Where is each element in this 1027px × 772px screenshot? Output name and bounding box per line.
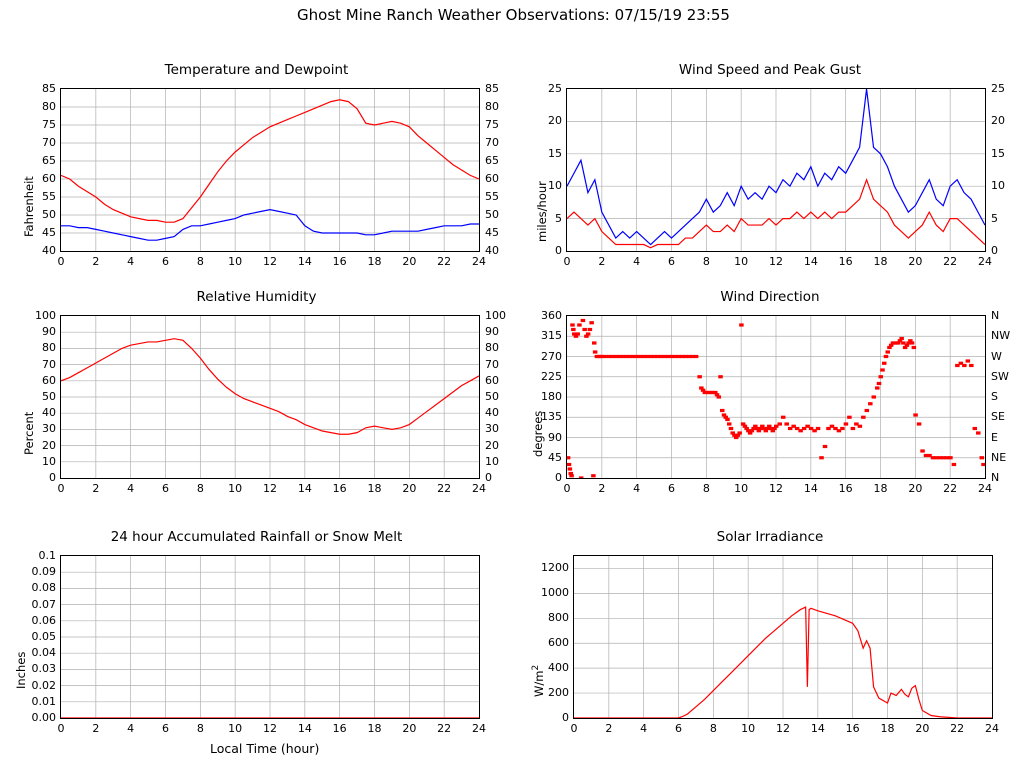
y-tick-label: 1000 bbox=[541, 586, 569, 600]
y-tick-label: 135 bbox=[541, 410, 562, 424]
x-tick-label: 0 bbox=[563, 255, 571, 268]
y-tick-label: 0.08 bbox=[31, 581, 56, 595]
y-tick-label-right: NE bbox=[991, 450, 1007, 464]
x-tick-label: 2 bbox=[92, 255, 100, 268]
x-tick-label: 10 bbox=[228, 255, 243, 268]
y-tick-label-right: 70 bbox=[485, 357, 499, 371]
y-tick-label-right: N bbox=[991, 309, 1000, 322]
x-tick-label: 16 bbox=[332, 722, 347, 735]
x-tick-label: 8 bbox=[702, 482, 710, 495]
plot-area-temperature bbox=[60, 88, 480, 252]
x-tick-label: 24 bbox=[985, 722, 999, 735]
y-tick-label: 270 bbox=[541, 349, 562, 363]
y-axis-title-wind-direction: degrees bbox=[531, 410, 545, 457]
y-tick-label-right: 60 bbox=[485, 172, 499, 185]
y-tick-label-right: N bbox=[991, 471, 1000, 484]
y-axis-title-temperature: Fahrenheit bbox=[22, 176, 36, 237]
x-tick-label: 12 bbox=[769, 255, 783, 268]
y-tick-label-right: 50 bbox=[485, 390, 499, 403]
x-axis-title-local-time: Local Time (hour) bbox=[210, 741, 320, 756]
y-tick-label: 1200 bbox=[541, 561, 569, 575]
y-tick-label-right: 10 bbox=[485, 454, 499, 468]
x-tick-label: 6 bbox=[668, 482, 675, 495]
x-tick-label: 22 bbox=[950, 722, 965, 735]
x-tick-label: 14 bbox=[297, 255, 312, 268]
x-tick-label: 6 bbox=[668, 255, 675, 268]
y-tick-label: 65 bbox=[42, 154, 56, 167]
panel-solar-irradiance bbox=[513, 529, 1027, 744]
plot-area-rainfall bbox=[60, 555, 480, 719]
y-tick-label: 0 bbox=[555, 471, 562, 484]
x-tick-label: 24 bbox=[472, 255, 486, 268]
x-tick-label: 8 bbox=[196, 722, 204, 735]
y-tick-label: 315 bbox=[541, 329, 562, 343]
x-tick-label: 16 bbox=[332, 482, 347, 495]
y-tick-label-right: 75 bbox=[485, 118, 499, 131]
x-tick-label: 0 bbox=[570, 722, 578, 735]
y-tick-label-right: 80 bbox=[485, 341, 499, 355]
y-tick-label-right: 15 bbox=[991, 146, 1005, 160]
x-tick-label: 8 bbox=[702, 255, 710, 268]
x-tick-label: 2 bbox=[92, 722, 100, 735]
x-tick-label: 22 bbox=[943, 482, 958, 495]
x-tick-label: 16 bbox=[838, 255, 853, 268]
x-tick-label: 12 bbox=[263, 255, 277, 268]
y-tick-label: 0.1 bbox=[38, 549, 56, 562]
x-tick-label: 22 bbox=[437, 722, 452, 735]
x-tick-label: 4 bbox=[127, 255, 135, 268]
x-tick-label: 20 bbox=[402, 255, 417, 268]
plot-area-solar bbox=[573, 555, 993, 719]
plot-area-humidity bbox=[60, 315, 480, 479]
x-tick-label: 10 bbox=[741, 722, 756, 735]
x-tick-label: 6 bbox=[162, 255, 169, 268]
y-tick-label-right: SW bbox=[991, 369, 1009, 383]
wind-direction-plot-svg bbox=[567, 316, 985, 478]
y-tick-label: 0.05 bbox=[31, 630, 56, 643]
x-tick-label: 12 bbox=[263, 722, 277, 735]
x-tick-label: 4 bbox=[633, 482, 641, 495]
y-tick-label: 180 bbox=[541, 390, 562, 403]
chart-title-humidity: Relative Humidity bbox=[196, 289, 317, 305]
x-tick-label: 0 bbox=[563, 482, 571, 495]
y-tick-label-right: W bbox=[991, 349, 1002, 363]
x-tick-label: 18 bbox=[367, 482, 382, 495]
y-tick-label: 55 bbox=[42, 190, 56, 203]
y-tick-label: 70 bbox=[42, 136, 56, 149]
page-title: Ghost Mine Ranch Weather Observations: 07/15/19 23:55 bbox=[297, 6, 730, 24]
x-tick-label: 20 bbox=[908, 255, 923, 268]
wind-speed-plot-svg bbox=[567, 89, 985, 251]
x-tick-label: 2 bbox=[605, 722, 613, 735]
x-tick-label: 24 bbox=[978, 255, 992, 268]
x-tick-label: 12 bbox=[776, 722, 790, 735]
x-tick-label: 18 bbox=[367, 255, 382, 268]
y-tick-label-right: 0 bbox=[485, 471, 492, 484]
y-tick-label-right: 5 bbox=[991, 211, 998, 225]
y-tick-label-right: 30 bbox=[485, 422, 499, 436]
y-tick-label-right: 10 bbox=[991, 179, 1005, 193]
y-tick-label-right: 25 bbox=[991, 82, 1005, 95]
y-tick-label: 0 bbox=[562, 711, 569, 724]
y-tick-label-right: 40 bbox=[485, 406, 499, 420]
x-tick-label: 18 bbox=[367, 722, 382, 735]
y-tick-label: 30 bbox=[42, 422, 56, 436]
x-tick-label: 8 bbox=[196, 255, 204, 268]
y-tick-label-right: 55 bbox=[485, 190, 499, 203]
x-tick-label: 24 bbox=[472, 482, 486, 495]
x-tick-label: 4 bbox=[640, 722, 648, 735]
y-tick-label: 20 bbox=[42, 438, 56, 452]
x-tick-label: 18 bbox=[873, 482, 888, 495]
x-tick-label: 14 bbox=[803, 255, 818, 268]
x-tick-label: 2 bbox=[92, 482, 100, 495]
x-tick-label: 4 bbox=[127, 722, 135, 735]
y-tick-label: 0.02 bbox=[31, 678, 56, 692]
y-tick-label: 45 bbox=[548, 450, 562, 464]
y-axis-title-rainfall: Inches bbox=[14, 651, 28, 689]
x-tick-label: 4 bbox=[633, 255, 641, 268]
x-tick-label: 16 bbox=[838, 482, 853, 495]
y-tick-label: 40 bbox=[42, 406, 56, 420]
y-tick-label-right: 0 bbox=[991, 244, 998, 257]
y-tick-label: 80 bbox=[42, 341, 56, 355]
y-tick-label-right: 60 bbox=[485, 373, 499, 387]
x-tick-label: 14 bbox=[810, 722, 825, 735]
y-tick-label: 0.04 bbox=[31, 646, 56, 660]
x-tick-label: 22 bbox=[943, 255, 958, 268]
y-tick-label: 360 bbox=[541, 309, 562, 322]
y-tick-label-right: 85 bbox=[485, 82, 499, 95]
y-tick-label-right: 80 bbox=[485, 100, 499, 113]
y-tick-label-right: NW bbox=[991, 329, 1011, 343]
y-tick-label: 70 bbox=[42, 357, 56, 371]
solar-plot-svg bbox=[574, 556, 992, 718]
y-tick-label-right: 45 bbox=[485, 226, 499, 239]
y-tick-label: 25 bbox=[548, 82, 562, 95]
x-tick-label: 8 bbox=[709, 722, 717, 735]
y-tick-label: 0 bbox=[49, 471, 56, 484]
panel-temperature-dewpoint bbox=[0, 62, 513, 277]
y-tick-label: 15 bbox=[548, 146, 562, 160]
x-tick-label: 6 bbox=[675, 722, 682, 735]
y-axis-title-solar: $W/m^2$ bbox=[531, 664, 546, 697]
x-tick-label: 12 bbox=[263, 482, 277, 495]
x-tick-label: 12 bbox=[769, 482, 783, 495]
y-tick-label: 0.06 bbox=[31, 613, 56, 627]
x-tick-label: 16 bbox=[332, 255, 347, 268]
x-tick-label: 0 bbox=[57, 482, 65, 495]
x-tick-label: 6 bbox=[162, 482, 169, 495]
plot-area-wind-speed bbox=[566, 88, 986, 252]
y-tick-label: 85 bbox=[42, 82, 56, 95]
x-tick-label: 20 bbox=[915, 722, 930, 735]
x-tick-label: 10 bbox=[228, 482, 243, 495]
x-tick-label: 2 bbox=[598, 255, 606, 268]
panel-wind-direction bbox=[513, 289, 1027, 504]
plot-area-wind-direction bbox=[566, 315, 986, 479]
y-tick-label: 5 bbox=[555, 211, 562, 225]
y-tick-label: 50 bbox=[42, 208, 56, 221]
x-tick-label: 0 bbox=[57, 722, 65, 735]
chart-title-solar: Solar Irradiance bbox=[716, 529, 824, 545]
y-tick-label-right: 70 bbox=[485, 136, 499, 149]
y-axis-title-humidity: Percent bbox=[22, 411, 36, 455]
y-tick-label: 225 bbox=[541, 369, 562, 383]
y-tick-label: 800 bbox=[548, 611, 569, 625]
x-tick-label: 6 bbox=[162, 722, 169, 735]
y-tick-label: 400 bbox=[548, 661, 569, 675]
x-tick-label: 24 bbox=[978, 482, 992, 495]
y-tick-label: 0 bbox=[555, 244, 562, 257]
x-tick-label: 22 bbox=[437, 482, 452, 495]
y-tick-label: 0.00 bbox=[31, 711, 56, 724]
x-tick-label: 22 bbox=[437, 255, 452, 268]
y-tick-label: 0.01 bbox=[31, 694, 56, 708]
rainfall-plot-svg bbox=[61, 556, 479, 718]
y-tick-label: 0.03 bbox=[31, 662, 56, 676]
x-tick-label: 14 bbox=[297, 722, 312, 735]
x-tick-label: 14 bbox=[297, 482, 312, 495]
y-tick-label: 10 bbox=[42, 454, 56, 468]
chart-title-rainfall: 24 hour Accumulated Rainfall or Snow Melt bbox=[110, 529, 403, 545]
y-tick-label: 60 bbox=[42, 172, 56, 185]
panel-wind-speed bbox=[513, 62, 1027, 277]
panel-relative-humidity bbox=[0, 289, 513, 504]
y-tick-label: 20 bbox=[548, 114, 562, 128]
temperature-plot-svg bbox=[61, 89, 479, 251]
y-tick-label: 75 bbox=[42, 118, 56, 131]
y-tick-label-right: 20 bbox=[485, 438, 499, 452]
y-tick-label: 40 bbox=[42, 244, 56, 257]
y-tick-label: 600 bbox=[548, 636, 569, 650]
x-tick-label: 2 bbox=[598, 482, 606, 495]
x-tick-label: 10 bbox=[734, 255, 749, 268]
humidity-plot-svg bbox=[61, 316, 479, 478]
y-tick-label: 0.09 bbox=[31, 565, 56, 579]
chart-title-wind-direction: Wind Direction bbox=[720, 289, 820, 305]
y-tick-label: 10 bbox=[548, 179, 562, 193]
y-tick-label-right: 90 bbox=[485, 325, 499, 339]
y-tick-label: 80 bbox=[42, 100, 56, 113]
y-tick-label: 50 bbox=[42, 390, 56, 403]
x-tick-label: 24 bbox=[472, 722, 486, 735]
y-tick-label: 90 bbox=[548, 430, 562, 444]
y-tick-label: 45 bbox=[42, 226, 56, 239]
chart-title-temperature: Temperature and Dewpoint bbox=[164, 62, 349, 78]
x-tick-label: 18 bbox=[880, 722, 895, 735]
x-tick-label: 14 bbox=[803, 482, 818, 495]
y-tick-label-right: 65 bbox=[485, 154, 499, 167]
y-tick-label-right: 100 bbox=[485, 309, 506, 322]
y-tick-label: 90 bbox=[42, 325, 56, 339]
y-tick-label-right: 50 bbox=[485, 208, 499, 221]
x-tick-label: 10 bbox=[734, 482, 749, 495]
x-tick-label: 0 bbox=[57, 255, 65, 268]
panel-rainfall bbox=[0, 529, 513, 759]
y-tick-label-right: 40 bbox=[485, 244, 499, 257]
x-tick-label: 8 bbox=[196, 482, 204, 495]
y-tick-label-right: S bbox=[991, 390, 998, 403]
x-tick-label: 20 bbox=[402, 482, 417, 495]
y-tick-label-right: 20 bbox=[991, 114, 1005, 128]
y-tick-label: 200 bbox=[548, 686, 569, 700]
y-tick-label: 0.07 bbox=[31, 597, 56, 611]
x-tick-label: 20 bbox=[908, 482, 923, 495]
y-axis-title-wind-speed: miles/hour bbox=[535, 181, 549, 242]
chart-title-wind-speed: Wind Speed and Peak Gust bbox=[678, 62, 862, 78]
x-tick-label: 18 bbox=[873, 255, 888, 268]
y-tick-label: 100 bbox=[35, 309, 56, 322]
y-tick-label-right: SE bbox=[991, 410, 1005, 424]
x-tick-label: 4 bbox=[127, 482, 135, 495]
x-tick-label: 20 bbox=[402, 722, 417, 735]
y-tick-label-right: E bbox=[991, 430, 998, 444]
y-tick-label: 60 bbox=[42, 373, 56, 387]
x-tick-label: 16 bbox=[845, 722, 860, 735]
x-tick-label: 10 bbox=[228, 722, 243, 735]
